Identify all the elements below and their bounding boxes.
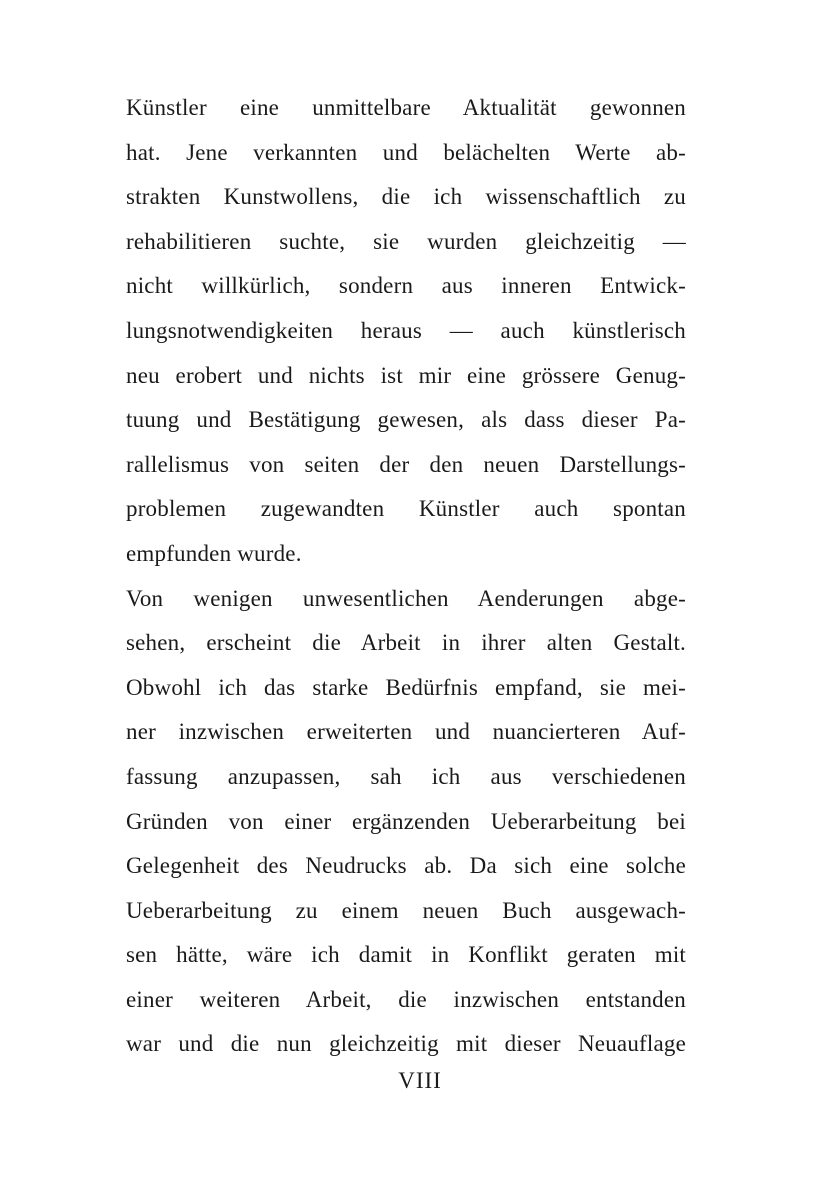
text-line: tuung und Bestätigung gewesen, als dass dieser Pa- xyxy=(126,407,686,433)
text-line: Ueberarbeitung zu einem neuen Buch ausgewach- xyxy=(126,897,686,923)
text-line: hat. Jene verkannten und belächelten Werte ab- xyxy=(126,139,686,165)
text-line: fassung anzupassen, sah ich aus verschiedenen xyxy=(126,763,686,789)
text-line: einer weiteren Arbeit, die inzwischen entstanden xyxy=(126,986,686,1012)
text-line: strakten Kunstwollens, die ich wissenschaftlich zu xyxy=(126,184,686,210)
text-line: lungsnotwendigkeiten heraus — auch künstlerisch xyxy=(126,317,686,343)
text-line: Obwohl ich das starke Bedürfnis empfand, sie mei- xyxy=(126,674,686,700)
paragraph-end-line: empfunden wurde. xyxy=(126,540,302,566)
text-line: war und die nun gleichzeitig mit dieser Neuauflage xyxy=(126,1031,686,1057)
text-line: problemen zugewandten Künstler auch spontan xyxy=(126,496,686,522)
page-number: VIII xyxy=(398,1068,442,1093)
body-text xyxy=(126,86,686,1067)
text-line: Von wenigen unwesentlichen Aenderungen abge- xyxy=(126,585,686,611)
text-line: Gelegenheit des Neudrucks ab. Da sich eine solche xyxy=(126,853,686,879)
text-line: rallelismus von seiten der den neuen Darstellungs- xyxy=(126,451,686,477)
text-line: rehabilitieren suchte, sie wurden gleichzeitig — xyxy=(126,228,686,254)
text-line: neu erobert und nichts ist mir eine grössere Genug- xyxy=(126,362,686,388)
text-line: Künstler eine unmittelbare Aktualität gewonnen xyxy=(126,95,686,120)
text-line: sehen, erscheint die Arbeit in ihrer alten Gestalt. xyxy=(126,630,686,656)
text-line: Gründen von einer ergänzenden Ueberarbeitung bei xyxy=(126,808,686,834)
text-line: ner inzwischen erweiterten und nuancierteren Auf- xyxy=(126,719,686,745)
text-line: sen hätte, wäre ich damit in Konflikt geraten mit xyxy=(126,942,686,968)
text-line: nicht willkürlich, sondern aus inneren Entwick- xyxy=(126,273,686,299)
